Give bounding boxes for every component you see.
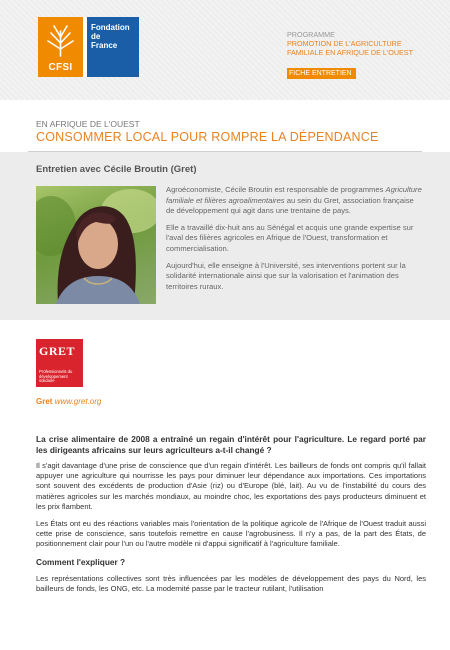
body-paragraph: Il s'agit davantage d'une prise de conscience que d'un regain d'intérêt. Les bailleurs de fonds ont compris qu'il fallait appuyer une agriculture qui nourrisse les pays pour diminuer leur dépendance aux importations. Ces importations sont souvent des excédents de production d'Asie (riz) ou d'Europe (blé, lait). Au vu de l'instabilité du cours des matières agricoles sur les marchés mondiaux, au moindre choc, les exportations des pays producteurs diminuent et les prix flambent.	[36, 461, 426, 511]
bio-paragraph: Aujourd'hui, elle enseigne à l'Université, ses interventions portent sur la solidarité internationale ainsi que sur la valorisation et l'animation des territoires ruraux.	[166, 260, 406, 291]
bio-paragraph	[166, 185, 424, 217]
article-title: CONSOMMER LOCAL POUR ROMPRE LA DÉPENDANCE	[36, 130, 379, 144]
bio-text: Agroéconomiste, Cécile Broutin est responsable de programmes	[166, 185, 386, 194]
programme-label: PROGRAMME	[287, 30, 335, 39]
portrait-illustration	[36, 186, 156, 304]
gret-logo	[36, 339, 83, 387]
interview-subheading: Comment l'expliquer ?	[36, 556, 126, 567]
interview-title: Entretien avec Cécile Broutin (Gret)	[36, 164, 197, 175]
gret-logo-tagline: Professionnels du développement solidaire	[39, 369, 73, 384]
programme-block	[287, 30, 413, 57]
fondation-logo-line: de	[91, 32, 101, 41]
fondation-logo-line: France	[91, 41, 118, 50]
bio-emphasis: Agriculture familiale et filières agroalimentaires	[166, 185, 422, 205]
programme-line: FAMILIALE EN AFRIQUE DE L'OUEST	[287, 48, 413, 57]
bio-paragraph: Elle a travaillé dix-huit ans au Sénégal et acquis une grande expertise sur l'aval des filières agricoles en Afrique de l'Ouest, transformation et commercialisation.	[166, 222, 414, 253]
bio-text: au sein du Gret, association française de développement qui agit dans une trentaine de pays.	[166, 195, 414, 216]
gret-website-link[interactable]: www.gret.org	[54, 397, 102, 406]
cfsi-logo-text: CFSI	[48, 62, 73, 73]
fiche-entretien-badge: FICHE ENTRETIEN	[287, 68, 356, 79]
gret-name: Gret	[36, 397, 53, 406]
interview-question: La crise alimentaire de 2008 a entraîné un regain d'intérêt pour l'agriculture. Le regard porté par les dirigeants africains sur leurs agriculteurs a-t-il changé ?	[36, 434, 426, 455]
body-paragraph: Les États ont eu des réactions variables mais l'orientation de la politique agricole de l'Afrique de l'Ouest traduit aussi cette prise de conscience, sans toutefois remettre en cause l'agrobusiness. Il n'y a pas, de la part des États, de positionnement clair pour l'un ou l'autre modèle ni d'appui significatif à l'agriculture familiale.	[36, 519, 426, 549]
body-paragraph: Les représentations collectives sont très influencées par les modèles de développement des pays du Nord, les bailleurs de fonds, les ONG, etc. La modernité passe par le tracteur rutilant, l'utilisation	[36, 573, 426, 594]
programme-line: PROMOTION DE L'AGRICULTURE	[287, 39, 402, 48]
gret-logo-word: GRET	[39, 344, 76, 358]
interview-bio	[166, 185, 424, 298]
portrait-photo	[36, 186, 156, 304]
article-kicker: EN AFRIQUE DE L'OUEST	[36, 119, 140, 129]
fondation-logo-line: Fondation	[91, 23, 130, 32]
wheat-icon	[45, 23, 76, 57]
interview-body	[36, 434, 426, 601]
partner-logos	[38, 17, 139, 77]
gret-caption	[36, 397, 101, 406]
cfsi-logo	[38, 17, 83, 77]
fondation-de-france-logo	[87, 17, 139, 77]
